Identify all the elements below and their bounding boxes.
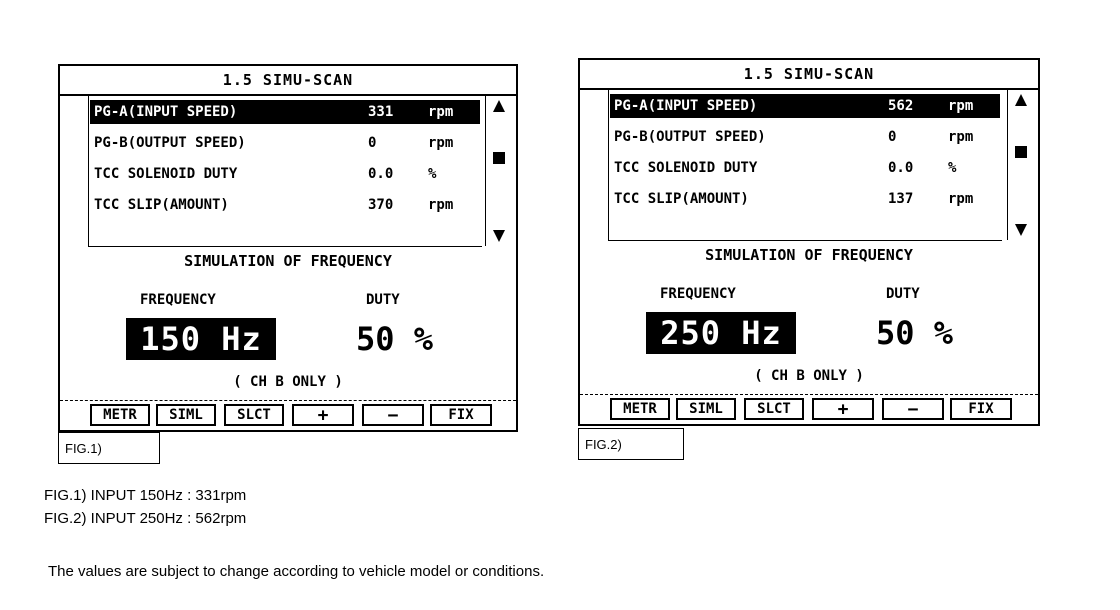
list-item[interactable]: TCC SLIP(AMOUNT) 137 rpm	[614, 191, 974, 207]
list-item[interactable]: TCC SLIP(AMOUNT) 370 rpm	[94, 197, 454, 213]
list-item[interactable]: PG-B(OUTPUT SPEED) 0 rpm	[614, 129, 974, 145]
screen-title: 1.5 SIMU-SCAN	[580, 60, 1038, 90]
caption: FIG.2) INPUT 250Hz : 562rpm	[44, 510, 247, 527]
simulation-title: SIMULATION OF FREQUENCY	[705, 246, 913, 264]
fix-button[interactable]: FIX	[950, 398, 1012, 420]
scrollbar[interactable]	[485, 96, 514, 246]
frequency-label: FREQUENCY	[140, 292, 216, 308]
metr-button[interactable]: METR	[610, 398, 670, 420]
list-item[interactable]: TCC SOLENOID DUTY 0.0 %	[94, 166, 437, 182]
triangle-down-icon[interactable]	[1015, 224, 1027, 236]
caption: FIG.1) INPUT 150Hz : 331rpm	[44, 487, 247, 504]
frequency-label: FREQUENCY	[660, 286, 736, 302]
list-item[interactable]: PG-B(OUTPUT SPEED) 0 rpm	[94, 135, 454, 151]
square-icon[interactable]	[493, 152, 505, 164]
simulation-title: SIMULATION OF FREQUENCY	[184, 252, 392, 270]
siml-button[interactable]: SIML	[676, 398, 736, 420]
list-item[interactable]: PG-A(INPUT SPEED) 562 rpm	[610, 94, 1000, 118]
list-item[interactable]: PG-A(INPUT SPEED) 331 rpm	[90, 100, 480, 124]
triangle-up-icon[interactable]	[1015, 94, 1027, 106]
triangle-up-icon[interactable]	[493, 100, 505, 112]
frequency-value[interactable]: 150 Hz	[126, 318, 276, 360]
fix-button[interactable]: FIX	[430, 404, 492, 426]
screen-title: 1.5 SIMU-SCAN	[60, 66, 516, 96]
siml-button[interactable]: SIML	[156, 404, 216, 426]
slct-button[interactable]: SLCT	[224, 404, 284, 426]
duty-label: DUTY	[366, 292, 400, 308]
channel-note: ( CH B ONLY )	[233, 374, 343, 390]
channel-note: ( CH B ONLY )	[754, 368, 864, 384]
duty-value[interactable]: 50 %	[356, 320, 434, 358]
list-item[interactable]: TCC SOLENOID DUTY 0.0 %	[614, 160, 957, 176]
plus-button[interactable]: +	[292, 404, 354, 426]
duty-value[interactable]: 50 %	[876, 314, 954, 352]
plus-button[interactable]: +	[812, 398, 874, 420]
sensor-list	[610, 90, 1002, 240]
scan-screen-fig2	[578, 58, 1040, 426]
frequency-value[interactable]: 250 Hz	[646, 312, 796, 354]
minus-button[interactable]: −	[882, 398, 944, 420]
footnote: The values are subject to change according to vehicle model or conditions.	[48, 563, 545, 580]
metr-button[interactable]: METR	[90, 404, 150, 426]
scrollbar[interactable]	[1007, 90, 1036, 240]
duty-label: DUTY	[886, 286, 920, 302]
triangle-down-icon[interactable]	[493, 230, 505, 242]
fig-label: FIG.2)	[578, 428, 684, 460]
sensor-list	[90, 96, 482, 246]
minus-button[interactable]: −	[362, 404, 424, 426]
fig-label: FIG.1)	[58, 432, 160, 464]
square-icon[interactable]	[1015, 146, 1027, 158]
slct-button[interactable]: SLCT	[744, 398, 804, 420]
scan-screen-fig1	[58, 64, 518, 432]
